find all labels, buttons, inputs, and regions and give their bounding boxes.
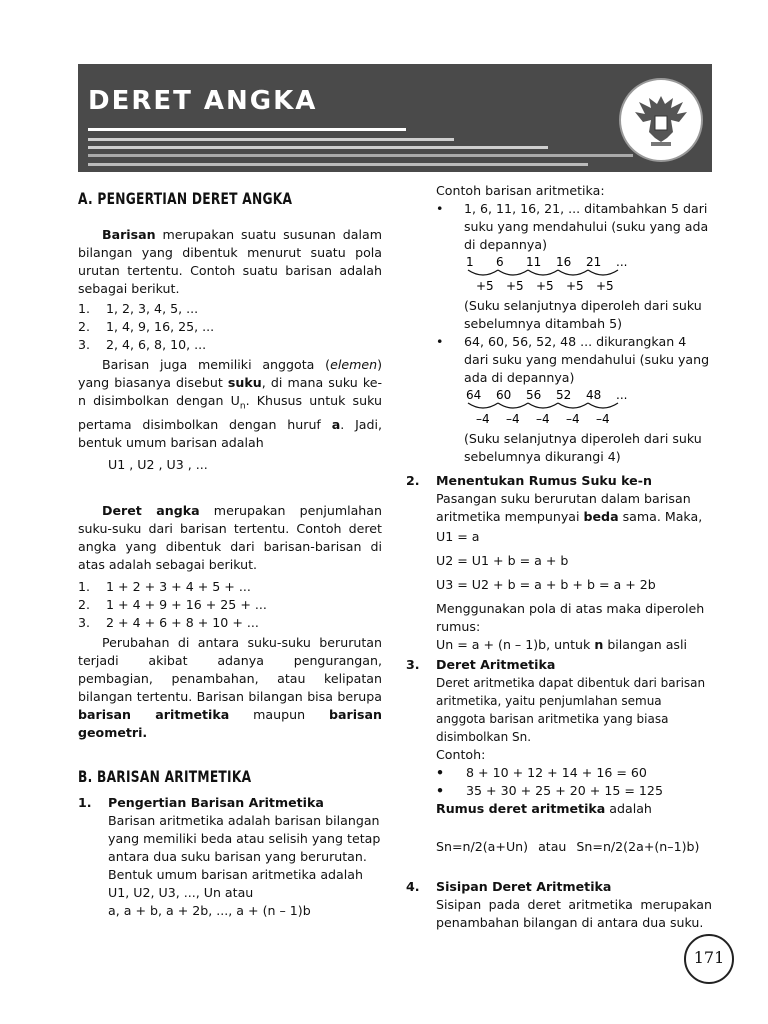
section-b-heading: B. BARISAN ARITMETIKA <box>78 766 252 786</box>
sequence-term: ... <box>616 255 628 269</box>
sum-formulas <box>436 838 712 856</box>
text: . Khusus untuk suku pertama disimbolkan dengan huruf <box>78 393 382 432</box>
list-item <box>436 782 712 800</box>
text: merupakan suatu susunan dalam bilangan yang dibentuk menurut suatu pola urutan tertentu. Contoh suatu barisan adalah sebagai berikut. <box>78 227 382 296</box>
term-beda: beda <box>583 509 619 524</box>
list-number: 2. <box>78 319 91 334</box>
difference-arc <box>468 403 498 408</box>
paragraph-barisan <box>78 226 382 298</box>
subsection-body: Deret aritmetika dapat dibentuk dari barisan aritmetika, yaitu penjumlahan semua anggota barisan aritmetika yang biasa disimbolkan Sn. <box>436 676 706 744</box>
difference-label: –4 <box>596 412 610 425</box>
list-item <box>436 764 712 782</box>
garuda-emblem-icon <box>619 78 703 162</box>
text: maupun <box>229 706 329 722</box>
list-text: 2, 4, 6, 8, 10, ... <box>106 337 207 352</box>
difference-label: +5 <box>566 279 584 292</box>
example-text: 64, 60, 56, 52, 48 ... dikurangkan 4 dari suku yang mendahului (suku yang ada di depannya) <box>464 334 710 385</box>
difference-arc <box>588 270 618 275</box>
difference-arc <box>528 270 558 275</box>
example-list-barisan <box>78 300 382 354</box>
subsection-title: Pengertian Barisan Aritmetika <box>108 794 324 810</box>
example-text: 1, 6, 11, 16, 21, ... ditambahkan 5 dari suku yang mendahului (suku yang ada di depannya) <box>464 201 709 252</box>
example-list-deret <box>78 578 382 632</box>
list-text: 35 + 30 + 25 + 20 + 15 = 125 <box>466 783 663 798</box>
difference-arc <box>528 403 558 408</box>
paragraph-perubahan <box>78 634 382 742</box>
term-barisan: Barisan <box>102 227 156 242</box>
list-number: 1. <box>78 301 91 316</box>
contoh-label: Contoh: <box>436 747 486 762</box>
page-number: 171 <box>684 934 734 984</box>
difference-label: –4 <box>536 412 550 425</box>
subsection-1 <box>78 794 382 920</box>
bullet-icon: • <box>436 201 444 216</box>
left-column <box>78 190 382 920</box>
list-item <box>78 614 382 632</box>
difference-arc <box>498 403 528 408</box>
difference-label: +5 <box>506 279 524 292</box>
example-note: (Suku selanjutnya diperoleh dari suku sebelumnya ditambah 5) <box>464 298 702 331</box>
sequence-term: ... <box>616 388 628 402</box>
equation: U2 = U1 + b = a + b <box>436 553 569 568</box>
section-a-heading: A. PENGERTIAN DERET ANGKA <box>78 189 293 208</box>
difference-arc <box>558 403 588 408</box>
list-text: 1 + 2 + 3 + 4 + 5 + ... <box>106 578 251 594</box>
header-rule <box>88 128 406 131</box>
example-note: (Suku selanjutnya diperoleh dari suku sebelumnya dikurangi 4) <box>464 431 702 464</box>
sequence-term: 11 <box>526 255 542 269</box>
difference-label: +5 <box>596 279 614 292</box>
list-number: 1. <box>78 578 91 594</box>
list-number: 2. <box>78 596 91 612</box>
term-a: a <box>331 416 341 432</box>
text: bilangan asli <box>603 637 687 652</box>
text: . Jadi, bentuk umum barisan adalah <box>78 416 382 450</box>
term-deret-angka: Deret angka <box>102 502 200 518</box>
list-text: 1, 4, 9, 16, 25, ... <box>106 319 215 334</box>
subsection-body: Sisipan pada deret aritmetika merupakan penambahan bilangan di antara dua suku. <box>436 897 712 930</box>
list-item <box>78 318 382 336</box>
list-number: 3. <box>78 337 91 352</box>
general-form-line: a, a + b, a + 2b, ..., a + (n – 1)b <box>108 902 311 918</box>
paragraph-deret <box>78 502 382 574</box>
subscript: n <box>239 401 246 412</box>
term-n: n <box>594 637 604 652</box>
subsection-body: Barisan aritmetika adalah barisan bilangan yang memiliki beda atau selisih yang tetap antara dua suku barisan yang berurutan. Bentuk umum barisan aritmetika adalah <box>108 812 381 882</box>
subsection-2 <box>406 472 712 654</box>
sequence-term: 1 <box>466 255 474 269</box>
subsection-4 <box>406 878 712 932</box>
bullet-icon: • <box>436 334 444 349</box>
list-text: 1, 2, 3, 4, 5, ... <box>106 301 199 316</box>
difference-arc <box>558 270 588 275</box>
subsection-3 <box>406 656 712 856</box>
text: Pasangan suku berurutan dalam barisan aritmetika mempunyai <box>436 491 691 524</box>
list-text: 2 + 4 + 6 + 8 + 10 + ... <box>106 614 259 630</box>
sequence-diagram <box>464 387 664 425</box>
bullet-icon: • <box>436 783 445 798</box>
sequence-term: 48 <box>586 388 602 402</box>
chapter-header <box>78 64 712 172</box>
header-rule <box>88 163 588 166</box>
list-item <box>78 578 382 596</box>
contoh-title: Contoh barisan aritmetika: <box>436 183 605 198</box>
term-rumus-deret: Rumus deret aritmetika <box>436 801 606 816</box>
list-item <box>78 336 382 354</box>
difference-label: –4 <box>476 412 490 425</box>
subsection-number: 1. <box>78 794 92 810</box>
general-form: U1 , U2 , U3 , ... <box>108 456 208 472</box>
right-column <box>406 182 712 932</box>
text: sama. Maka, <box>618 509 703 524</box>
sequence-term: 64 <box>466 388 482 402</box>
subsection-body: Menggunakan pola di atas maka diperoleh rumus: <box>436 601 705 634</box>
sequence-term: 6 <box>496 255 504 269</box>
text: Perubahan di antara suku-suku berurutan terjadi akibat adanya pengurangan, pembagian, penambahan, atau kelipatan bilangan tertentu. Barisan bilangan bisa berupa <box>78 634 382 704</box>
sequence-term: 60 <box>496 388 512 402</box>
term-barisan-geometri: barisan geometri. <box>78 706 382 740</box>
formula-sn-1: Sn=n/2(a+Un) <box>436 839 529 854</box>
subsection-number: 3. <box>406 657 420 672</box>
sequence-term: 52 <box>556 388 572 402</box>
difference-label: +5 <box>476 279 494 292</box>
subsection-title: Deret Aritmetika <box>436 657 556 672</box>
text: ) yang biasanya disebut <box>78 357 382 390</box>
text: Barisan juga memiliki anggota ( <box>102 357 331 372</box>
subsection-number: 2. <box>406 473 420 488</box>
sequence-diagram <box>464 254 664 292</box>
subsection-title: Sisipan Deret Aritmetika <box>436 879 612 894</box>
sequence-term: 16 <box>556 255 572 269</box>
list-text: 8 + 10 + 12 + 14 + 16 = 60 <box>466 765 647 780</box>
chapter-title: DERET ANGKA <box>88 86 318 116</box>
header-rule <box>88 154 633 157</box>
term-elemen: elemen <box>330 357 378 372</box>
text: , di mana suku ke-n disimbolkan dengan U <box>78 375 382 408</box>
difference-arc <box>468 270 498 275</box>
formula-sn-2: Sn=n/2(2a+(n–1)b) <box>576 839 700 854</box>
subsection-number: 4. <box>406 879 420 894</box>
general-form-line: U1, U2, U3, ..., Un atau <box>108 884 254 900</box>
equation: U1 = a <box>436 529 480 544</box>
example-bullet <box>406 333 712 466</box>
difference-arc <box>498 270 528 275</box>
list-number: 3. <box>78 614 91 630</box>
difference-label: –4 <box>566 412 580 425</box>
difference-label: +5 <box>536 279 554 292</box>
header-rule <box>88 146 548 149</box>
list-item <box>78 596 382 614</box>
equation: U3 = U2 + b = a + b + b = a + 2b <box>436 577 656 592</box>
sequence-term: 21 <box>586 255 602 269</box>
difference-arc <box>588 403 618 408</box>
list-text: 1 + 4 + 9 + 16 + 25 + ... <box>106 596 267 612</box>
sequence-term: 56 <box>526 388 542 402</box>
paragraph-suku <box>78 356 382 452</box>
text: adalah <box>605 801 652 816</box>
term-suku: suku <box>227 375 262 390</box>
list-item <box>78 300 382 318</box>
text: atau <box>538 839 567 854</box>
bullet-icon: • <box>436 765 445 780</box>
text: merupakan penjumlahan suku-suku dari barisan tertentu. Contoh deret angka yang dibentuk dari barisan-barisan di atas adalah sebagai berikut. <box>78 502 382 572</box>
example-bullet <box>406 200 712 333</box>
header-rule <box>88 138 454 141</box>
term-barisan-aritmetika: barisan aritmetika <box>78 706 230 722</box>
subsection-title: Menentukan Rumus Suku ke-n <box>436 473 652 488</box>
formula: Un = a + (n – 1)b, untuk <box>436 637 595 652</box>
difference-label: –4 <box>506 412 520 425</box>
